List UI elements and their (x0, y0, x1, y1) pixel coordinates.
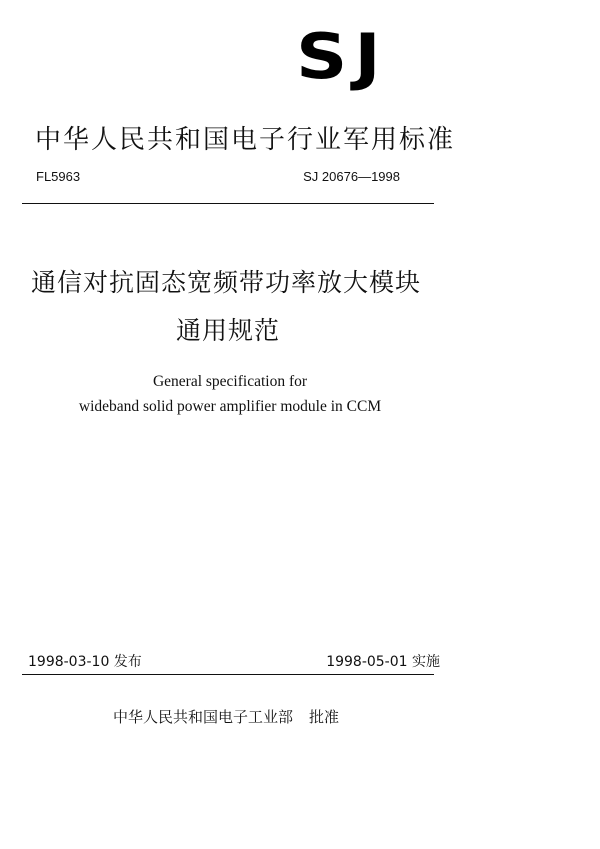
document-title-cn-line1: 通信对抗固态宽频带功率放大模块 (31, 268, 422, 297)
approval-action: 批准 (309, 708, 340, 726)
top-divider (22, 203, 434, 204)
effective-date: 1998-05-01 实施 (326, 654, 440, 670)
document-title-en-line1: General specification for (152, 373, 308, 390)
document-title-en-line2: wideband solid power amplifier module in CCM (78, 398, 382, 415)
issue-date: 1998-03-10 发布 (28, 654, 142, 670)
standard-type-heading: 中华人民共和国电子行业军用标准 (35, 125, 456, 155)
approving-authority: 中华人民共和国电子工业部 (113, 708, 294, 726)
sj-logo: SJ (296, 20, 388, 93)
document-title-cn-line2: 通用规范 (176, 316, 281, 345)
bottom-divider (22, 674, 434, 675)
approval-line (113, 708, 339, 726)
standard-number: SJ 20676—1998 (303, 169, 400, 184)
classification-code: FL5963 (36, 169, 81, 184)
